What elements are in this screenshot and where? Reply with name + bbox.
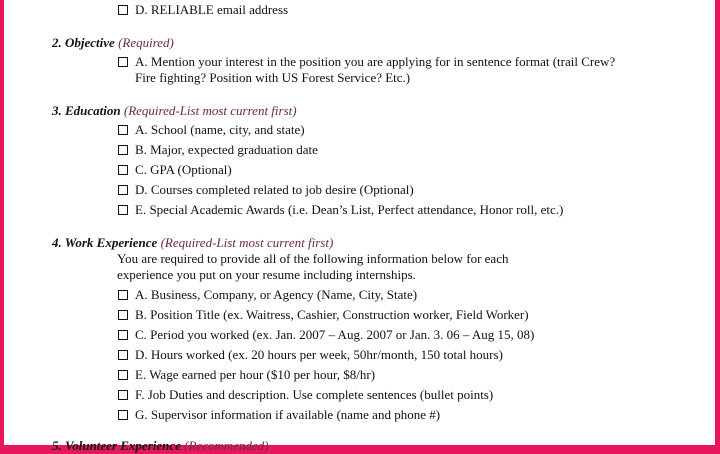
checklist-item: E. Special Academic Awards (i.e. Dean’s List, Perfect attendance, Honor roll, etc.) (118, 202, 563, 218)
section-heading-objective: 2. Objective (Required) (52, 35, 174, 50)
checklist-item-continuation: Fire fighting? Position with US Forest Service? Etc.) (135, 70, 411, 85)
checklist-item: D. Courses completed related to job desire (Optional) (118, 182, 414, 198)
checklist-item: G. Supervisor information if available (name and phone #) (118, 407, 440, 423)
checklist-item: E. Wage earned per hour ($10 per hour, $8/hr) (118, 367, 375, 383)
section-intro-text: experience you put on your resume including internships. (117, 267, 416, 282)
section-heading-education: 3. Education (Required-List most current first) (52, 103, 297, 118)
checklist-item: C. Period you worked (ex. Jan. 2007 – Aug. 2007 or Jan. 3. 06 – Aug 15, 08) (118, 327, 534, 343)
checkbox[interactable] (118, 185, 128, 195)
checklist-item: B. Position Title (ex. Waitress, Cashier, Construction worker, Field Worker) (118, 307, 529, 323)
checkbox[interactable] (118, 370, 128, 380)
checkbox[interactable] (118, 410, 128, 420)
checkbox[interactable] (118, 310, 128, 320)
checkbox[interactable] (118, 330, 128, 340)
checkbox[interactable] (118, 390, 128, 400)
checklist-item: B. Major, expected graduation date (118, 142, 318, 158)
checkbox[interactable] (118, 290, 128, 300)
section-intro-text: You are required to provide all of the following information below for each (117, 251, 509, 266)
checkbox[interactable] (118, 57, 128, 67)
checkbox[interactable] (118, 125, 128, 135)
checklist-item: A. Mention your interest in the position you are applying for in sentence format (trail Crew? (118, 54, 615, 70)
checklist-item: F. Job Duties and description. Use complete sentences (bullet points) (118, 387, 493, 403)
checkbox[interactable] (118, 205, 128, 215)
checklist-item: C. GPA (Optional) (118, 162, 232, 178)
checkbox[interactable] (118, 165, 128, 175)
section-heading-work-experience: 4. Work Experience (Required-List most current first) (52, 235, 334, 250)
document-page (4, 0, 715, 453)
section-heading-volunteer-experience: 5. Volunteer Experience (Recommended) (52, 438, 269, 453)
checklist-item: A. Business, Company, or Agency (Name, City, State) (118, 287, 417, 303)
checkbox[interactable] (118, 5, 128, 15)
checkbox[interactable] (118, 350, 128, 360)
checklist-item: A. School (name, city, and state) (118, 122, 305, 138)
checklist-item: D. Hours worked (ex. 20 hours per week, 50hr/month, 150 total hours) (118, 347, 503, 363)
checkbox[interactable] (118, 145, 128, 155)
checklist-item: D. RELIABLE email address (118, 2, 288, 18)
